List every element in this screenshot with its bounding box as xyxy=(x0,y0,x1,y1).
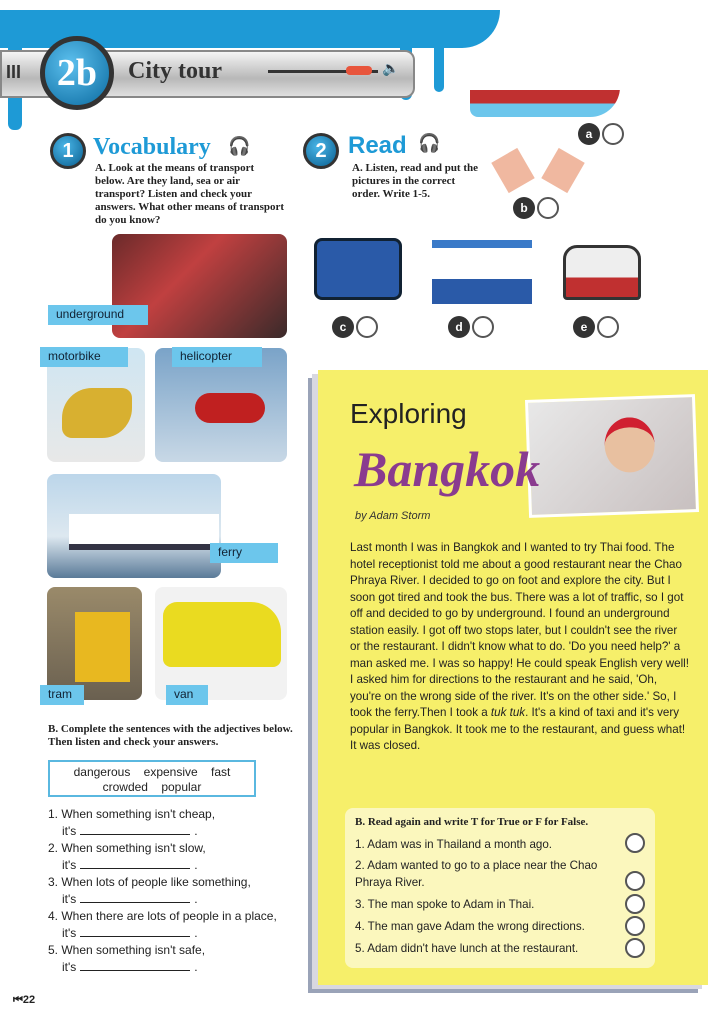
answer-line[interactable]: it's . xyxy=(62,824,198,838)
ferry-photo xyxy=(47,474,221,578)
answer-circle[interactable] xyxy=(625,833,645,853)
tf-item: 2. Adam wanted to go to a place near the Chao Phraya River. xyxy=(355,859,598,889)
answer-line[interactable]: it's . xyxy=(62,858,198,872)
back-icon: ⏮ xyxy=(13,994,23,1006)
tf-item: 4. The man gave Adam the wrong directions. xyxy=(355,920,585,933)
instruction: B. Read again and write T for True or F for False. xyxy=(355,816,589,828)
photo-label: ferry xyxy=(210,543,278,563)
bars-icon: III xyxy=(6,62,22,82)
instruction: A. Listen, read and put the pictures in the correct order. Write 1-5. xyxy=(352,162,479,200)
section-heading: Vocabulary xyxy=(93,134,211,160)
bus-picture xyxy=(314,238,402,300)
headphones-icon: 🎧 xyxy=(418,133,441,153)
sentence-list: 1. When something isn't cheap, it's . 2. When something isn't slow, it's . 3. When lots of people like something, it's . 4. When there are lots of people in a place, it's . 5. When something isn't safe, it's . xyxy=(48,806,313,976)
article-title-script: Bangkok xyxy=(354,441,541,497)
speaker-icon: 🔈 xyxy=(382,60,400,76)
answer-a[interactable]: a xyxy=(578,123,624,145)
page-title: City tour xyxy=(128,58,222,84)
answer-c[interactable]: c xyxy=(332,316,378,338)
author-photo xyxy=(525,394,699,518)
photo-label: underground xyxy=(48,305,148,325)
tram-photo xyxy=(47,587,142,700)
word-box: dangerous expensive fast crowded popular xyxy=(48,760,256,797)
answer-line[interactable]: it's . xyxy=(62,926,198,940)
answer-d[interactable]: d xyxy=(448,316,494,338)
page-number: ⏮22 xyxy=(13,994,36,1006)
photo-label: tram xyxy=(40,685,84,705)
instruction: A. Look at the means of transport below. Are they land, sea or air transport? Listen and check your answers. What other means of transport do you know? xyxy=(95,162,285,226)
answer-circle[interactable] xyxy=(625,916,645,936)
byline: by Adam Storm xyxy=(355,510,431,522)
section-heading: Read xyxy=(348,132,407,159)
tf-item: 5. Adam didn't have lunch at the restaurant. xyxy=(355,942,579,955)
article-body: Last month I was in Bangkok and I wanted to try Thai food. The hotel receptionist told me about a good restaurant near the Chao Phraya River. I decided to go on foot and explore the city. But I soon got tired and took the bus. There was a lot of traffic, so I got off and decided to go by underground. I found an underground station easily. I got off two stops later, but I couldn't see the river or the restaurant. I didn't know what to do. 'Do you need help?' a man asked me. I was so happy! He could speak English very well! I asked him for directions to the restaurant and he said, 'Oh, you're on the wrong side of the river. It's on the other side.' So, I took the ferry.Then I took a tuk tuk. It's a kind of taxi and it's very popular in Bangkok. It took me to the restaurant, and guess what! It was closed. xyxy=(350,541,689,752)
answer-circle[interactable] xyxy=(625,871,645,891)
slider-knob xyxy=(346,66,372,75)
boat-picture xyxy=(470,72,620,117)
drip xyxy=(434,30,444,92)
tf-item: 1. Adam was in Thailand a month ago. xyxy=(355,838,553,851)
tf-item: 3. The man spoke to Adam in Thai. xyxy=(355,898,535,911)
answer-line[interactable]: it's . xyxy=(62,960,198,974)
answer-circle[interactable] xyxy=(625,938,645,958)
answer-circle[interactable] xyxy=(625,894,645,914)
headphones-icon: 🎧 xyxy=(228,136,251,156)
section-number: 1 xyxy=(50,133,86,169)
photo-label: van xyxy=(166,685,208,705)
walking-feet-picture xyxy=(493,148,588,193)
section-number: 2 xyxy=(303,133,339,169)
photo-label: helicopter xyxy=(172,347,262,367)
tuk-tuk-picture xyxy=(432,240,532,304)
article-title: Exploring xyxy=(350,398,467,429)
instruction: B. Complete the sentences with the adjectives below. Then listen and check your answers. xyxy=(48,723,293,748)
answer-e[interactable]: e xyxy=(573,316,619,338)
van-photo xyxy=(155,587,287,700)
skytrain-picture xyxy=(563,245,641,300)
answer-line[interactable]: it's . xyxy=(62,892,198,906)
answer-b[interactable]: b xyxy=(513,197,559,219)
unit-badge: 2b xyxy=(40,36,114,110)
photo-label: motorbike xyxy=(40,347,128,367)
